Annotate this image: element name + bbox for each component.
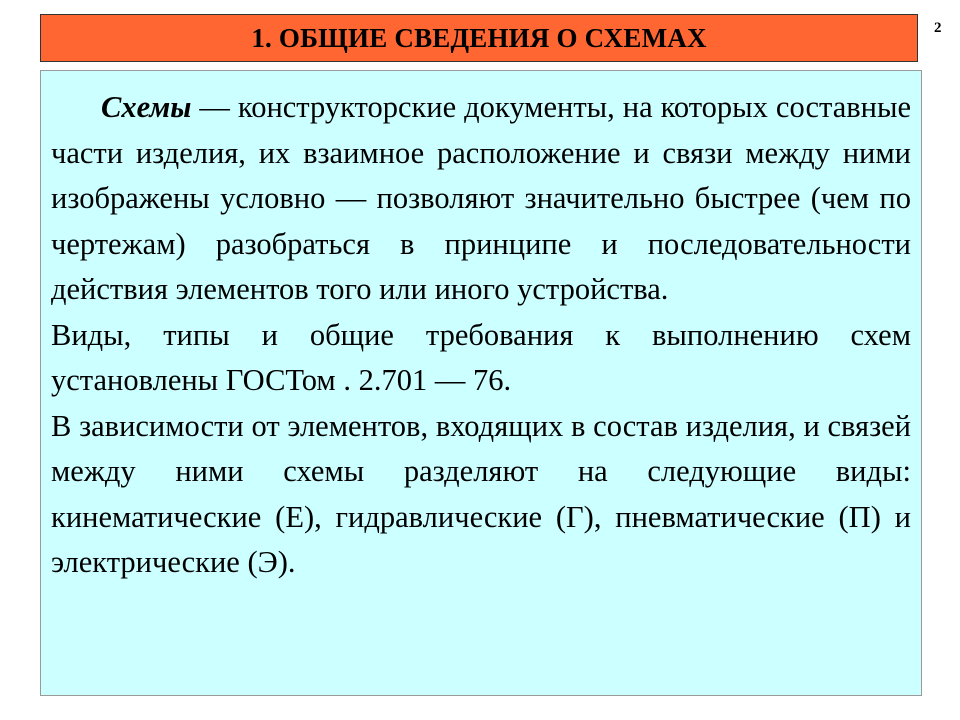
content-box: [40, 70, 922, 696]
slide-title: 1. ОБЩИЕ СВЕДЕНИЯ О СХЕМАХ: [251, 22, 707, 53]
paragraph-types: В зависимости от элементов, входящих в состав изделия, и связей между ними схемы разделяют на следующие виды: кинематические (Е), гидравлические (Г), пневматические (П) и электрические (Э).: [51, 408, 911, 579]
paragraph-definition: [51, 85, 911, 313]
definition-text: — конструкторские документы, на которых составные части изделия, их взаимное расположение и связи между ними изображены условно — позволяют значительно быстрее (чем по чертежам) разобраться в принципе и последовательности действия элементов того или иного устройства.: [51, 90, 911, 306]
title-bar: [40, 14, 918, 62]
slide-number: 2: [934, 20, 942, 36]
term-schemes: Схемы: [101, 90, 192, 124]
paragraph-standard: Виды, типы и общие требования к выполнению схем установлены ГОСТом . 2.701 — 76.: [51, 317, 911, 397]
